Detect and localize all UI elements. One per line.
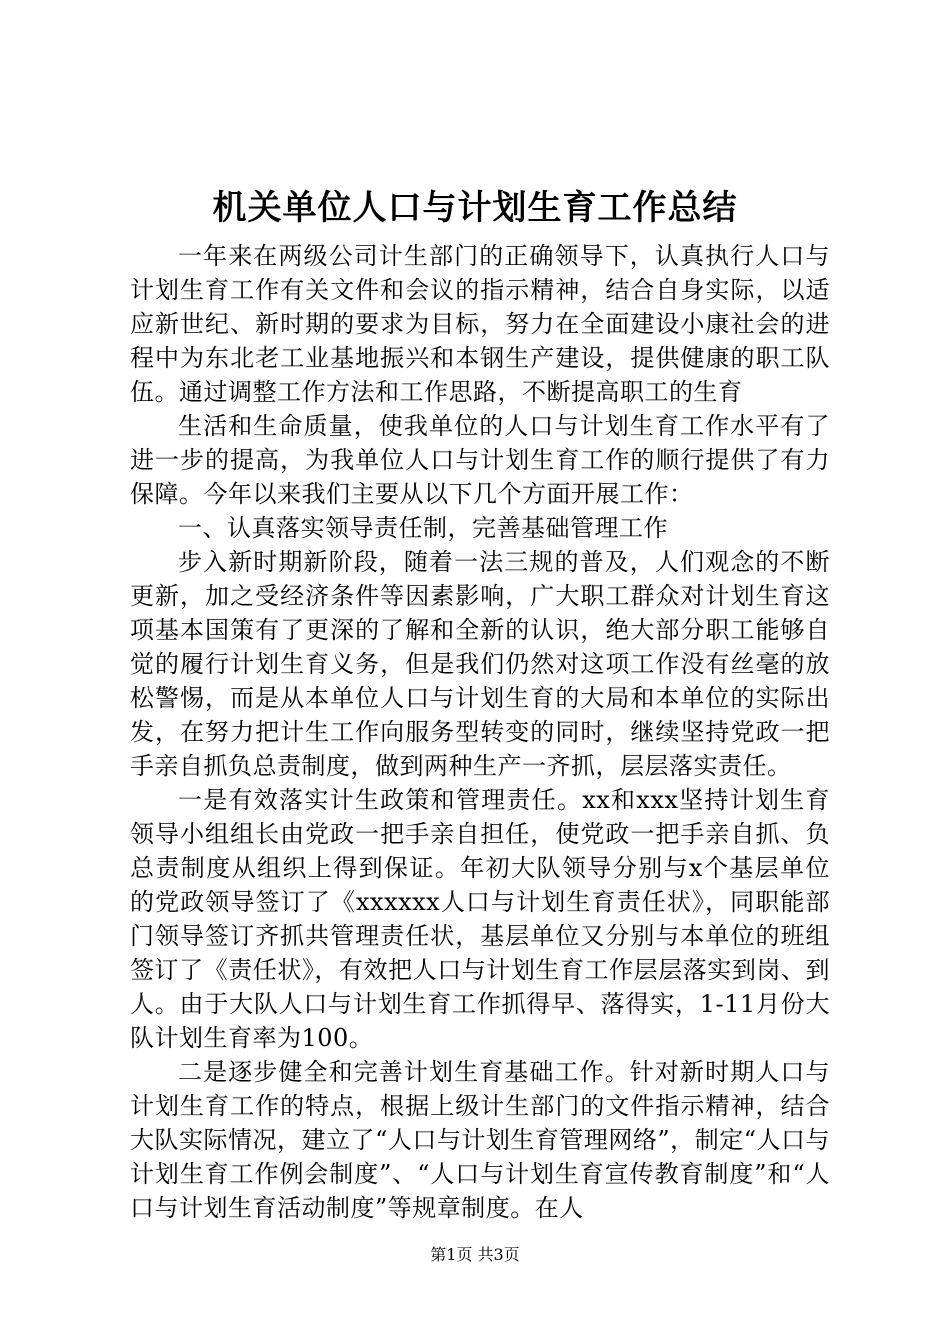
paragraph: 生活和生命质量，使我单位的人口与计划生育工作水平有了进一步的提高，为我单位人口与计划生育工作的顺行提供了有力保障。今年以来我们主要从以下几个方面开展工作： [130,412,830,508]
paragraph: 一是有效落实计生政策和管理责任。xx和xxx坚持计划生育领导小组组长由党政一把手亲自担任，使党政一把手亲自抓、负总责制度从组织上得到保证。年初大队领导分别与x个基层单位的党政领导签订了《xxxxxx人口与计划生育责任状》，同职能部门领导签订齐抓共管理责任状，基层单位又分别与本单位的班组签订了《责任状》，有效把人口与计划生育工作层层落实到岗、到人。由于大队人口与计划生育工作抓得早、落得实，1-11月份大队计划生育率为100。 [130,786,830,1052]
paragraph: 一年来在两级公司计生部门的正确领导下，认真执行人口与计划生育工作有关文件和会议的指示精神，结合自身实际，以适应新世纪、新时期的要求为目标，努力在全面建设小康社会的进程中为东北老工业基地振兴和本钢生产建设，提供健康的职工队伍。通过调整工作方法和工作思路，不断提高职工的生育 [130,242,830,406]
paragraph: 步入新时期新阶段，随着一法三规的普及，人们观念的不断更新，加之受经济条件等因素影响，广大职工群众对计划生育这项基本国策有了更深的了解和全新的认识，绝大部分职工能够自觉的履行计划生育义务，但是我们仍然对这项工作没有丝毫的放松警惕，而是从本单位人口与计划生育的大局和本单位的实际出发，在努力把计生工作向服务型转变的同时，继续坚持党政一把手亲自抓负总责制度，做到两种生产一齐抓，层层落实责任。 [130,548,830,780]
section-heading: 一、认真落实领导责任制，完善基础管理工作 [178,514,668,542]
page-title: 机关单位人口与计划生育工作总结 [212,188,738,228]
document-body [130,239,830,1225]
page-footer: 第1页 共3页 [430,1245,520,1264]
paragraph: 二是逐步健全和完善计划生育基础工作。针对新时期人口与计划生育工作的特点，根据上级计生部门的文件指示精神，结合大队实际情况，建立了“人口与计划生育管理网络”，制定“人口与计划生育工作例会制度”、“人口与计划生育宣传教育制度”和“人口与计划生育活动制度”等规章制度。在人 [130,1058,830,1222]
